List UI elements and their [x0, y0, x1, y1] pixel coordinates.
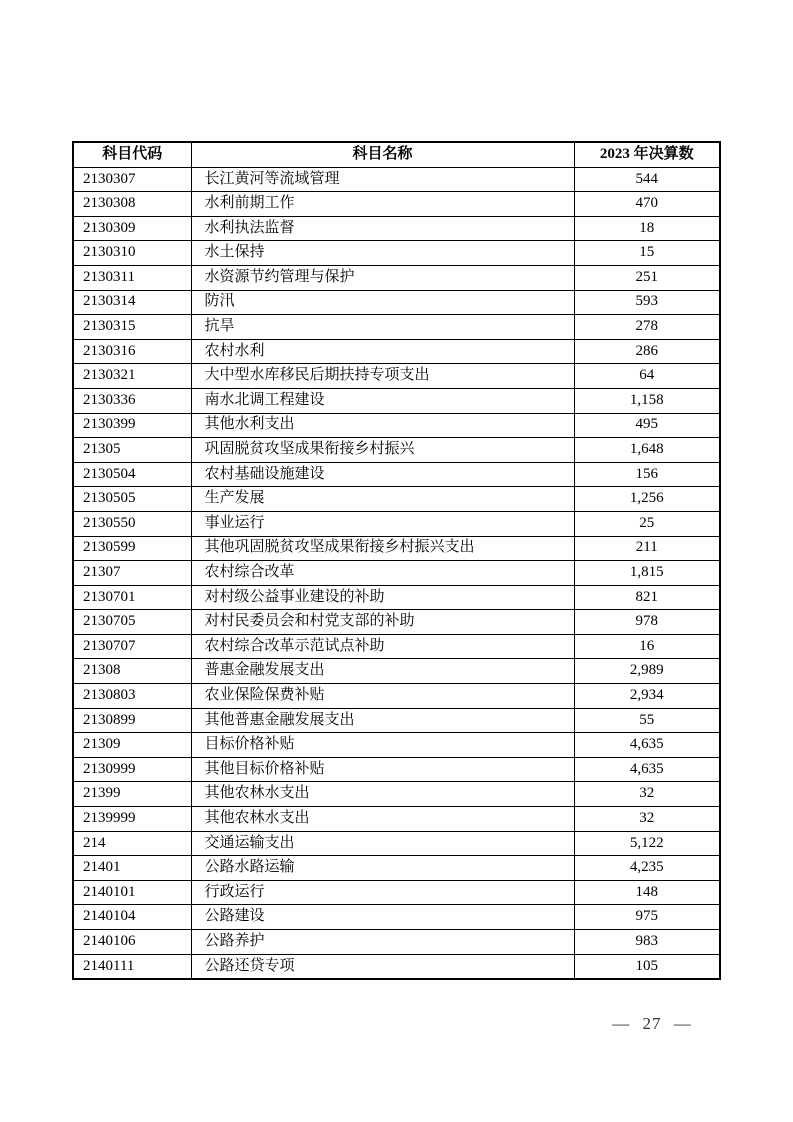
- table-header: [73, 142, 720, 167]
- cell-code: 21307: [73, 561, 191, 586]
- cell-name: 其他巩固脱贫攻坚成果衔接乡村振兴支出: [191, 536, 574, 561]
- cell-name: 水利执法监督: [191, 216, 574, 241]
- table-row: [73, 905, 720, 930]
- table-row: [73, 536, 720, 561]
- cell-value: 4,235: [574, 856, 720, 881]
- cell-value: 2,989: [574, 659, 720, 684]
- table-row: [73, 585, 720, 610]
- cell-value: 148: [574, 880, 720, 905]
- cell-code: 2140101: [73, 880, 191, 905]
- cell-code: 2130803: [73, 684, 191, 709]
- cell-name: 水利前期工作: [191, 192, 574, 217]
- cell-name: 农村综合改革示范试点补助: [191, 634, 574, 659]
- cell-code: 2140106: [73, 930, 191, 955]
- cell-name: 其他水利支出: [191, 413, 574, 438]
- budget-table: [72, 141, 721, 980]
- cell-code: 2130315: [73, 315, 191, 340]
- cell-value: 64: [574, 364, 720, 389]
- table-row: [73, 733, 720, 758]
- cell-value: 1,256: [574, 487, 720, 512]
- table-row: [73, 880, 720, 905]
- cell-code: 21401: [73, 856, 191, 881]
- cell-code: 2140111: [73, 954, 191, 979]
- table-row: [73, 659, 720, 684]
- cell-code: 2130707: [73, 634, 191, 659]
- header-row: [73, 142, 720, 167]
- cell-name: 巩固脱贫攻坚成果衔接乡村振兴: [191, 438, 574, 463]
- table-row: [73, 634, 720, 659]
- cell-code: 2130310: [73, 241, 191, 266]
- cell-name: 公路建设: [191, 905, 574, 930]
- cell-code: 2130550: [73, 511, 191, 536]
- table-row: [73, 708, 720, 733]
- cell-name: 农业保险保费补贴: [191, 684, 574, 709]
- table-row: [73, 856, 720, 881]
- cell-name: 大中型水库移民后期扶持专项支出: [191, 364, 574, 389]
- cell-value: 55: [574, 708, 720, 733]
- cell-name: 公路还贷专项: [191, 954, 574, 979]
- cell-name: 其他目标价格补贴: [191, 757, 574, 782]
- cell-name: 事业运行: [191, 511, 574, 536]
- table-row: [73, 487, 720, 512]
- cell-name: 防汛: [191, 290, 574, 315]
- header-cell-code: 科目代码: [73, 142, 191, 167]
- cell-value: 1,815: [574, 561, 720, 586]
- page-number: — 27 —: [612, 1014, 692, 1033]
- cell-code: 21399: [73, 782, 191, 807]
- cell-name: 抗旱: [191, 315, 574, 340]
- table-row: [73, 610, 720, 635]
- cell-code: 2130705: [73, 610, 191, 635]
- cell-name: 其他农林水支出: [191, 807, 574, 832]
- cell-name: 水土保持: [191, 241, 574, 266]
- cell-code: 2130321: [73, 364, 191, 389]
- cell-code: 2130399: [73, 413, 191, 438]
- cell-code: 2130999: [73, 757, 191, 782]
- cell-name: 普惠金融发展支出: [191, 659, 574, 684]
- table-row: [73, 684, 720, 709]
- cell-name: 对村民委员会和村党支部的补助: [191, 610, 574, 635]
- table-row: [73, 192, 720, 217]
- cell-code: 2130599: [73, 536, 191, 561]
- cell-value: 821: [574, 585, 720, 610]
- cell-value: 15: [574, 241, 720, 266]
- table-row: [73, 388, 720, 413]
- table-row: [73, 438, 720, 463]
- cell-value: 32: [574, 782, 720, 807]
- cell-value: 211: [574, 536, 720, 561]
- cell-value: 470: [574, 192, 720, 217]
- table-row: [73, 511, 720, 536]
- cell-code: 2130316: [73, 339, 191, 364]
- cell-name: 公路养护: [191, 930, 574, 955]
- table-row: [73, 290, 720, 315]
- cell-value: 1,158: [574, 388, 720, 413]
- table-row: [73, 241, 720, 266]
- table-row: [73, 831, 720, 856]
- cell-code: 2130505: [73, 487, 191, 512]
- cell-value: 16: [574, 634, 720, 659]
- cell-value: 32: [574, 807, 720, 832]
- cell-code: 21309: [73, 733, 191, 758]
- cell-value: 1,648: [574, 438, 720, 463]
- header-cell-value: 2023 年决算数: [574, 142, 720, 167]
- cell-value: 18: [574, 216, 720, 241]
- cell-value: 978: [574, 610, 720, 635]
- cell-name: 农村综合改革: [191, 561, 574, 586]
- cell-name: 长江黄河等流域管理: [191, 167, 574, 192]
- cell-code: 2130314: [73, 290, 191, 315]
- cell-value: 593: [574, 290, 720, 315]
- cell-value: 495: [574, 413, 720, 438]
- cell-code: 2130307: [73, 167, 191, 192]
- cell-code: 2140104: [73, 905, 191, 930]
- table-row: [73, 807, 720, 832]
- cell-value: 105: [574, 954, 720, 979]
- cell-name: 交通运输支出: [191, 831, 574, 856]
- cell-name: 其他普惠金融发展支出: [191, 708, 574, 733]
- cell-code: 214: [73, 831, 191, 856]
- cell-value: 286: [574, 339, 720, 364]
- cell-value: 156: [574, 462, 720, 487]
- table-row: [73, 265, 720, 290]
- cell-name: 农村基础设施建设: [191, 462, 574, 487]
- cell-value: 5,122: [574, 831, 720, 856]
- cell-name: 公路水路运输: [191, 856, 574, 881]
- cell-value: 251: [574, 265, 720, 290]
- table-row: [73, 364, 720, 389]
- table-row: [73, 757, 720, 782]
- cell-value: 2,934: [574, 684, 720, 709]
- cell-code: 2130311: [73, 265, 191, 290]
- table-row: [73, 216, 720, 241]
- cell-code: 2130309: [73, 216, 191, 241]
- cell-value: 983: [574, 930, 720, 955]
- table-body: [73, 167, 720, 979]
- cell-code: 2130701: [73, 585, 191, 610]
- cell-value: 975: [574, 905, 720, 930]
- table-row: [73, 954, 720, 979]
- table-row: [73, 339, 720, 364]
- cell-name: 生产发展: [191, 487, 574, 512]
- cell-code: 2130308: [73, 192, 191, 217]
- cell-name: 农村水利: [191, 339, 574, 364]
- cell-code: 21305: [73, 438, 191, 463]
- cell-value: 278: [574, 315, 720, 340]
- cell-name: 水资源节约管理与保护: [191, 265, 574, 290]
- table-row: [73, 782, 720, 807]
- cell-value: 4,635: [574, 733, 720, 758]
- cell-name: 南水北调工程建设: [191, 388, 574, 413]
- table-row: [73, 167, 720, 192]
- table-row: [73, 413, 720, 438]
- cell-value: 4,635: [574, 757, 720, 782]
- cell-value: 25: [574, 511, 720, 536]
- table-row: [73, 462, 720, 487]
- cell-name: 目标价格补贴: [191, 733, 574, 758]
- cell-code: 2130336: [73, 388, 191, 413]
- header-cell-name: 科目名称: [191, 142, 574, 167]
- cell-code: 21308: [73, 659, 191, 684]
- table-row: [73, 315, 720, 340]
- cell-code: 2130899: [73, 708, 191, 733]
- cell-name: 行政运行: [191, 880, 574, 905]
- cell-value: 544: [574, 167, 720, 192]
- table-row: [73, 561, 720, 586]
- cell-name: 其他农林水支出: [191, 782, 574, 807]
- cell-code: 2130504: [73, 462, 191, 487]
- cell-code: 2139999: [73, 807, 191, 832]
- table-row: [73, 930, 720, 955]
- cell-name: 对村级公益事业建设的补助: [191, 585, 574, 610]
